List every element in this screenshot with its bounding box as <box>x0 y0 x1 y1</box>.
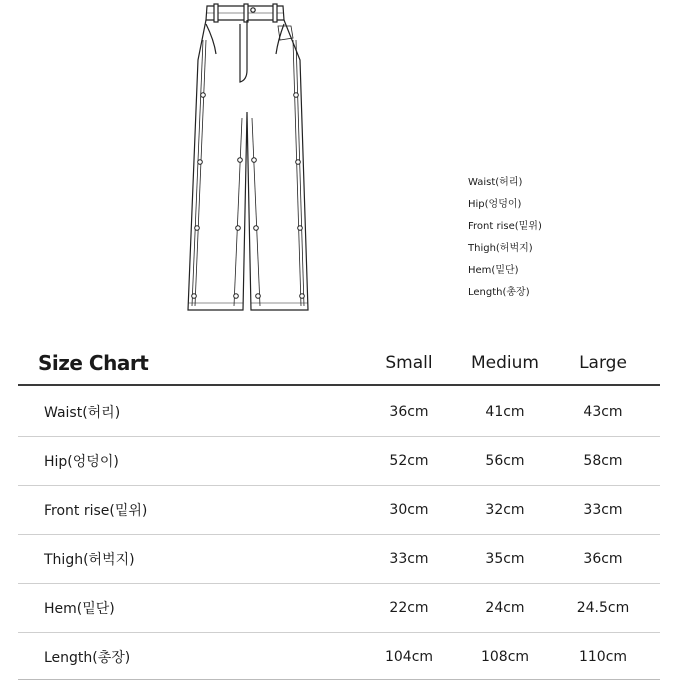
row-label: Thigh(허벅지) <box>44 552 135 568</box>
cell-small: 33cm <box>389 551 429 567</box>
cell-large: 58cm <box>583 453 623 469</box>
size-chart-title: Size Chart <box>38 351 149 375</box>
column-header-small: Small <box>385 353 433 373</box>
cell-large: 43cm <box>583 404 623 420</box>
table-row-length <box>0 633 683 682</box>
cell-small: 52cm <box>389 453 429 469</box>
legend-item-length: Length(총장) <box>468 287 530 298</box>
cell-medium: 32cm <box>485 502 525 518</box>
table-bottom-divider <box>18 679 660 680</box>
measurement-legend <box>468 172 542 304</box>
cell-small: 30cm <box>389 502 429 518</box>
header-divider <box>18 384 660 386</box>
column-header-medium: Medium <box>471 353 539 373</box>
legend-item-hip: Hip(엉덩이) <box>468 199 522 210</box>
table-row-front-rise <box>0 486 683 535</box>
row-label: Hip(엉덩이) <box>44 454 119 470</box>
legend-item-waist: Waist(허리) <box>468 177 523 188</box>
legend-item-front-rise: Front rise(밑위) <box>468 221 542 232</box>
cell-large: 36cm <box>583 551 623 567</box>
table-row-hem <box>0 584 683 633</box>
row-label: Front rise(밑위) <box>44 503 148 519</box>
cell-large: 24.5cm <box>576 600 630 616</box>
pants-illustration <box>170 0 320 330</box>
row-label: Hem(밑단) <box>44 601 115 617</box>
column-header-large: Large <box>579 353 627 373</box>
cell-small: 22cm <box>389 600 429 616</box>
cell-medium: 56cm <box>485 453 525 469</box>
cell-large: 33cm <box>583 502 623 518</box>
legend-item-thigh: Thigh(허벅지) <box>468 243 533 254</box>
row-label: Length(총장) <box>44 650 131 666</box>
cell-medium: 41cm <box>485 404 525 420</box>
row-label: Waist(허리) <box>44 405 121 421</box>
table-row-thigh <box>0 535 683 584</box>
table-row-waist <box>0 388 683 437</box>
table-row-hip <box>0 437 683 486</box>
cell-medium: 35cm <box>485 551 525 567</box>
cell-medium: 24cm <box>485 600 525 616</box>
legend-item-hem: Hem(밑단) <box>468 265 519 276</box>
cell-small: 36cm <box>389 404 429 420</box>
cell-large: 110cm <box>578 649 628 665</box>
cell-small: 104cm <box>384 649 434 665</box>
size-chart-header <box>0 345 683 383</box>
cell-medium: 108cm <box>480 649 530 665</box>
